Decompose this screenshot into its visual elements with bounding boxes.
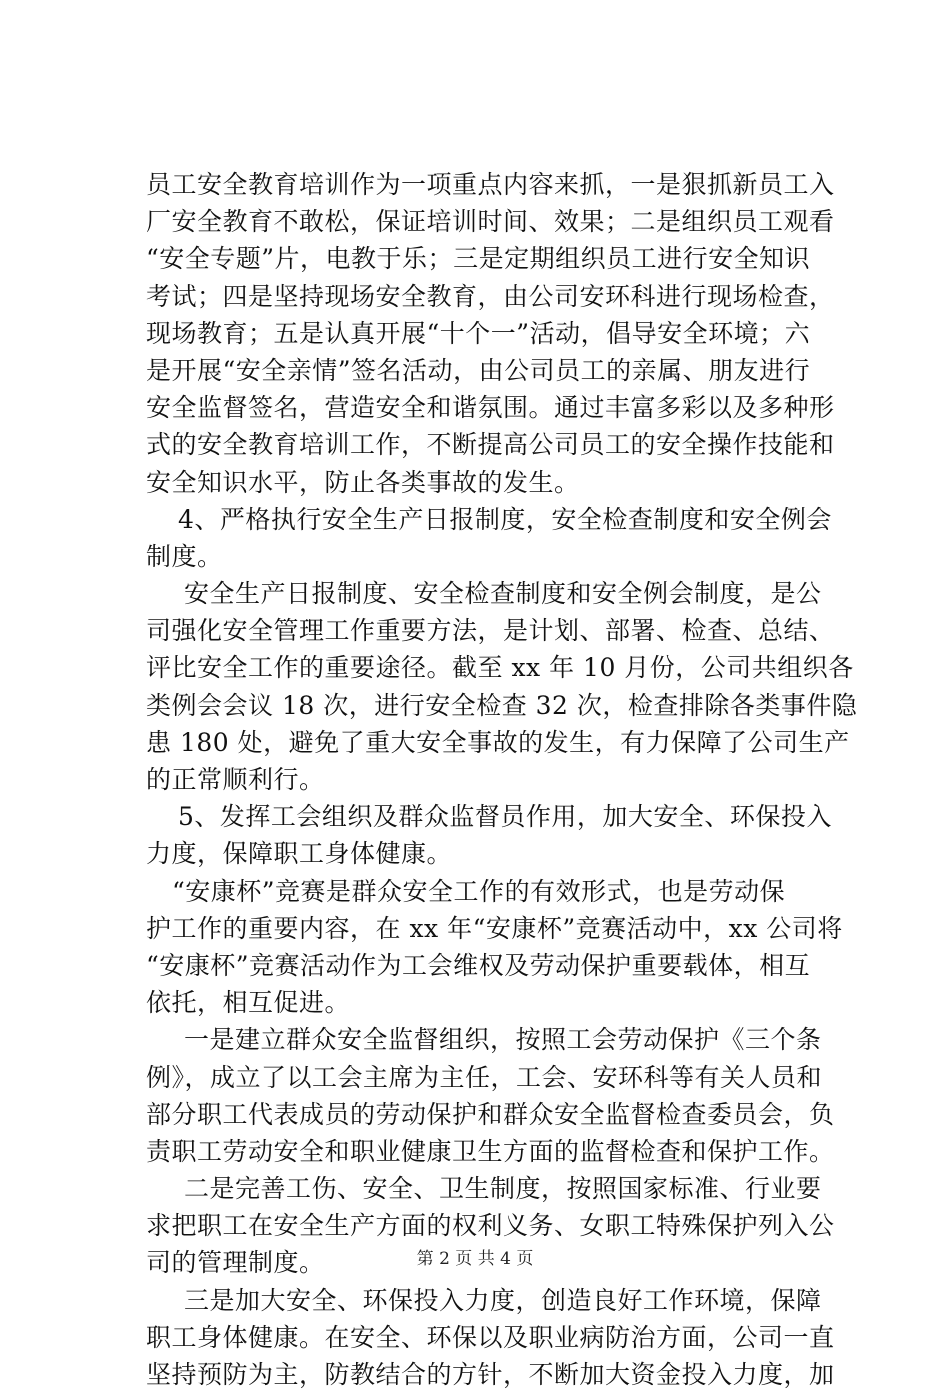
text-line: 坚持预防为主，防教结合的方针，不断加大资金投入力度，加 <box>146 1360 835 1389</box>
text-line: 厂安全教育不敢松，保证培训时间、效果；二是组织员工观看 <box>146 207 835 237</box>
text-line: 司强化安全管理工作重要方法，是计划、部署、检查、总结、 <box>146 616 835 646</box>
text-line: 部分职工代表成员的劳动保护和群众安全监督检查委员会，负 <box>146 1099 835 1129</box>
text-line: 责职工劳动安全和职业健康卫生方面的监督检查和保护工作。 <box>146 1136 835 1166</box>
section-heading-4-cont: 制度。 <box>146 541 223 571</box>
text-line: 求把职工在安全生产方面的权利义务、女职工特殊保护列入公 <box>146 1211 835 1241</box>
text-line: 职工身体健康。在安全、环保以及职业病防治方面，公司一直 <box>146 1322 835 1352</box>
text-line: 员工安全教育培训作为一项重点内容来抓，一是狠抓新员工入 <box>146 170 835 199</box>
paragraph-start: 三是加大安全、环保投入力度，创造良好工作环境，保障 <box>184 1285 822 1315</box>
text-line: 安全监督签名，营造安全和谐氛围。通过丰富多彩以及多种形 <box>146 393 835 423</box>
text-line: 的正常顺利行。 <box>146 765 325 794</box>
page-number-footer: 第 2 页 共 4 页 <box>416 1249 534 1269</box>
paragraph-start: 安全生产日报制度、安全检查制度和安全例会制度，是公 <box>184 579 822 609</box>
text-line: 式的安全教育培训工作，不断提高公司员工的安全操作技能和 <box>146 430 835 460</box>
text-line: 依托，相互促进。 <box>146 988 351 1018</box>
text-line: “安全专题”片，电教于乐；三是定期组织员工进行安全知识 <box>146 244 811 274</box>
text-line: 是开展“安全亲情”签名活动，由公司员工的亲属、朋友进行 <box>146 355 811 385</box>
text-line: 类例会会议 18 次，进行安全检查 32 次，检查排除各类事件隐 <box>146 690 858 720</box>
section-heading-5-cont: 力度，保障职工身体健康。 <box>146 839 453 869</box>
paragraph-start: 二是完善工伤、安全、卫生制度，按照国家标准、行业要 <box>184 1174 822 1204</box>
text-line: 护工作的重要内容，在 xx 年“安康杯”竞赛活动中，xx 公司将 <box>146 913 843 943</box>
text-line: 考试；四是坚持现场安全教育，由公司安环科进行现场检查， <box>146 281 835 311</box>
text-line: 评比安全工作的重要途径。截至 xx 年 10 月份，公司共组织各 <box>146 653 854 683</box>
paragraph-start: “安康杯”竞赛是群众安全工作的有效形式，也是劳动保 <box>172 876 786 906</box>
paragraph-start: 一是建立群众安全监督组织，按照工会劳动保护《三个条 <box>184 1025 822 1055</box>
text-line: 现场教育；五是认真开展“十个一”活动，倡导安全环境；六 <box>146 318 811 348</box>
text-line: 安全知识水平，防止各类事故的发生。 <box>146 467 580 497</box>
section-heading-4: 4、严格执行安全生产日报制度，安全检查制度和安全例会 <box>178 504 832 534</box>
section-heading-5: 5、发挥工会组织及群众监督员作用，加大安全、环保投入 <box>178 802 832 832</box>
text-line: “安康杯”竞赛活动作为工会维权及劳动保护重要载体，相互 <box>146 950 811 980</box>
text-line: 司的管理制度。 <box>146 1248 325 1278</box>
text-line: 患 180 处，避免了重大安全事故的发生，有力保障了公司生产 <box>146 727 850 757</box>
body-text <box>146 166 858 1393</box>
text-line: 例》，成立了以工会主席为主任，工会、安环科等有关人员和 <box>146 1062 823 1092</box>
